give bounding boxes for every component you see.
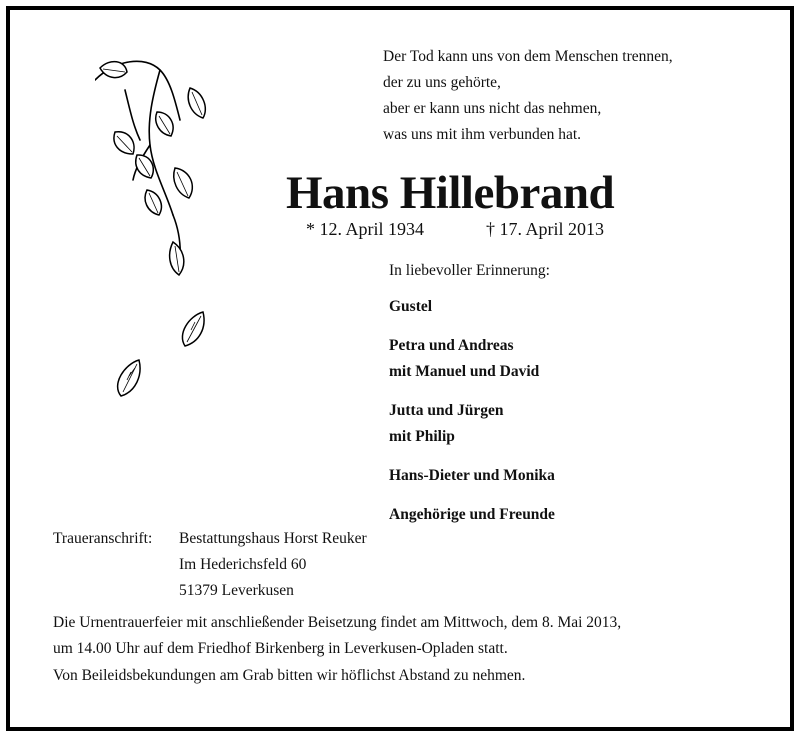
mourner-group [389,294,769,320]
mourner-name: mit Philip [389,428,455,445]
mourner-name: Angehörige und Freunde [389,506,555,523]
address-line: Im Hederichsfeld 60 [179,556,307,573]
condolence-note: Von Beileidsbekundungen am Grab bitten wir höflichst Abstand zu nehmen. [53,667,526,684]
address-row [53,578,367,604]
quote-line: Der Tod kann uns von dem Menschen trennen, [383,48,673,65]
address-row [53,526,367,552]
mourner-group [389,502,769,528]
deceased-name: Hans Hillebrand [286,167,615,219]
ceremony-details [53,610,773,662]
quote-line: der zu uns gehörte, [383,74,501,91]
birth-date: * 12. April 1934 [306,219,425,239]
quote-line: was uns mit ihm verbunden hat. [383,126,582,143]
mourner-name: Gustel [389,298,433,315]
address-line: 51379 Leverkusen [179,582,294,599]
mourner-name: Jutta und Jürgen [389,402,504,419]
remembrance-intro: In liebevoller Erinnerung: [389,262,550,279]
address-line: Bestattungshaus Horst Reuker [179,530,367,547]
address-row [53,552,367,578]
memorial-quote [383,44,763,148]
ceremony-line: um 14.00 Uhr auf dem Friedhof Birkenberg in Leverkusen-Opladen statt. [53,640,508,657]
mourners-list [389,294,769,541]
mourner-name: Hans-Dieter und Monika [389,467,555,484]
mourner-name: mit Manuel und David [389,363,540,380]
quote-line: aber er kann uns nicht das nehmen, [383,100,602,117]
death-date: † 17. April 2013 [486,219,605,239]
ceremony-line: Die Urnentrauerfeier mit anschließender Beisetzung findet am Mittwoch, dem 8. Mai 2013, [53,614,622,631]
mourner-group [389,333,769,385]
birch-branch-icon [95,50,235,430]
mourner-group [389,463,769,489]
mourner-group [389,398,769,450]
address-label: Traueranschrift: [53,530,153,547]
mourner-name: Petra und Andreas [389,337,514,354]
mourning-address [53,526,367,604]
